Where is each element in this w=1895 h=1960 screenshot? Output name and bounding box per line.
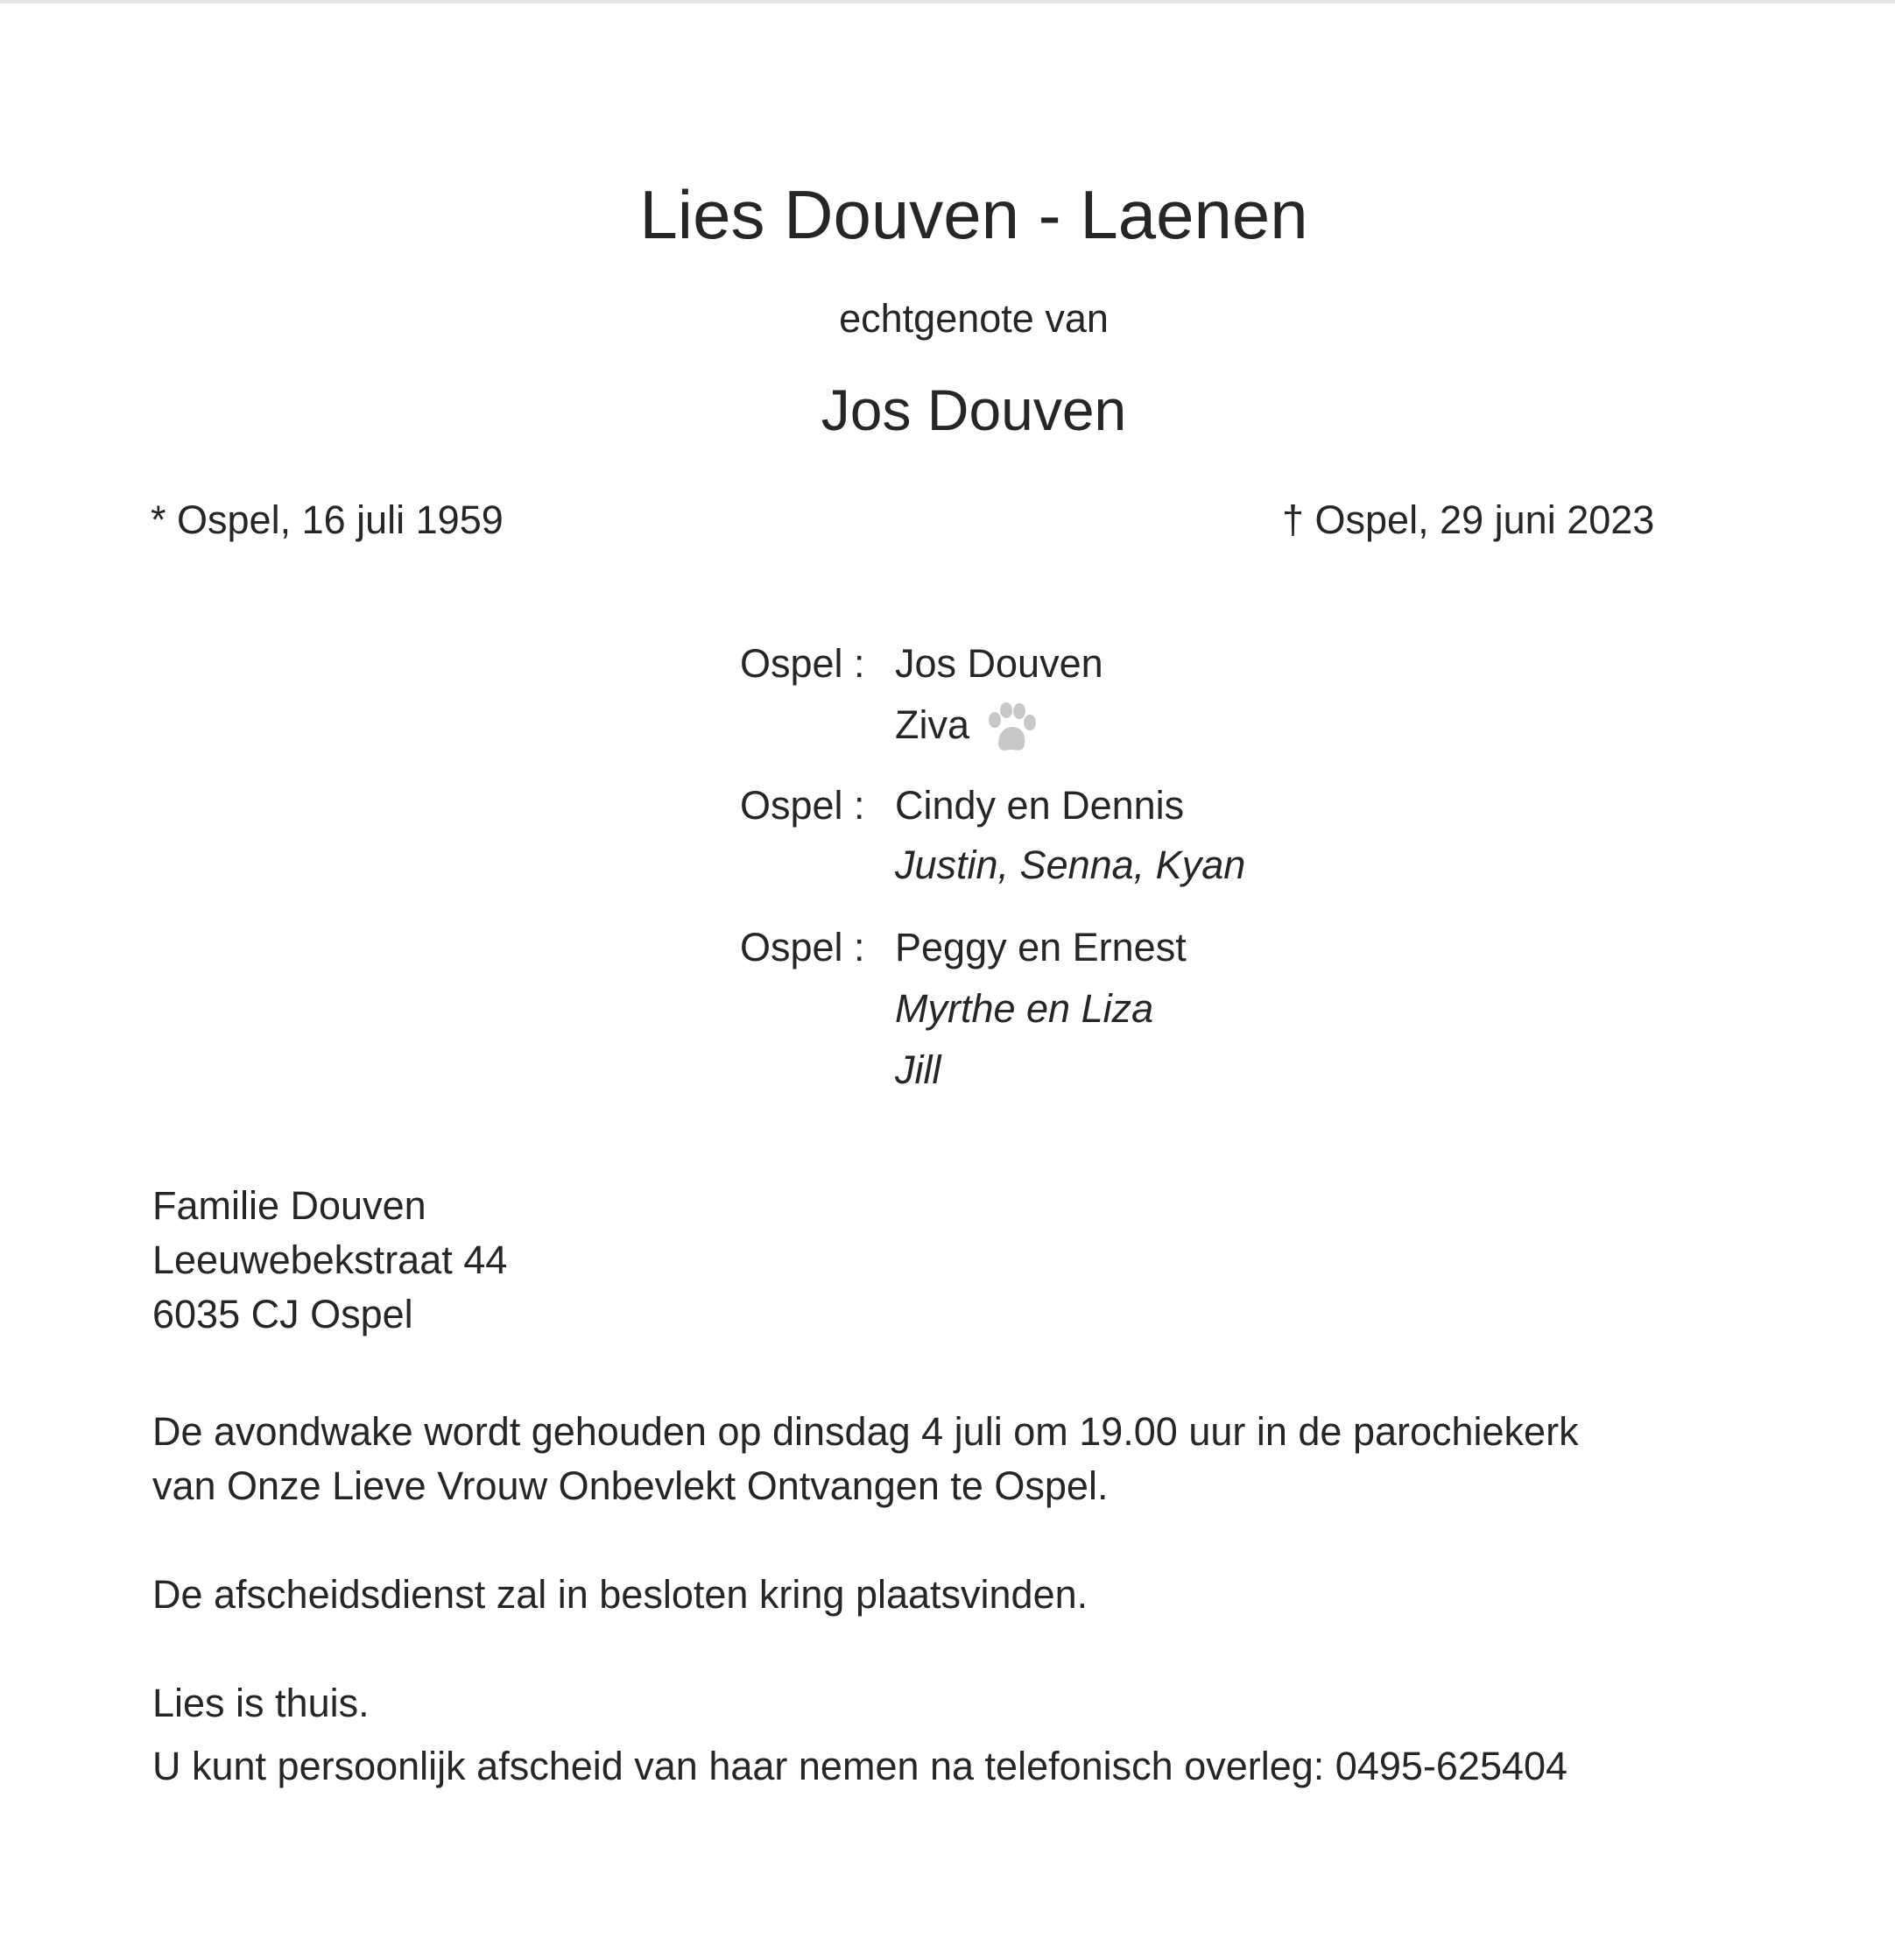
family-place-2: Ospel : xyxy=(740,783,865,828)
family-pet-name: Ziva xyxy=(895,702,970,747)
family-children-2: Justin, Senna, Kyan xyxy=(895,843,1246,887)
family-name-1: Jos Douven xyxy=(895,641,1103,686)
family-name-3: Peggy en Ernest xyxy=(895,925,1187,969)
address-line-1: Familie Douven xyxy=(152,1183,426,1228)
relation-label: echtgenote van xyxy=(839,296,1109,341)
family-place-3: Ospel : xyxy=(740,925,865,969)
paw-icon xyxy=(983,701,1039,757)
family-place-1: Ospel : xyxy=(740,641,865,686)
birth-date: * Ospel, 16 juli 1959 xyxy=(151,497,504,542)
wake-line-2: van Onze Lieve Vrouw Onbevlekt Ontvangen te Ospel. xyxy=(152,1463,1109,1508)
spouse-name: Jos Douven xyxy=(821,377,1127,442)
home-line-1: Lies is thuis. xyxy=(152,1681,370,1725)
top-divider xyxy=(0,0,1895,4)
service-text: De afscheidsdienst zal in besloten kring plaatsvinden. xyxy=(152,1572,1088,1617)
death-date: † Ospel, 29 juni 2023 xyxy=(1282,497,1655,542)
deceased-name: Lies Douven - Laenen xyxy=(639,176,1308,253)
address-line-2: Leeuwebekstraat 44 xyxy=(152,1237,508,1282)
wake-line-1: De avondwake wordt gehouden op dinsdag 4 juli om 19.00 uur in de parochiekerk xyxy=(152,1409,1579,1454)
family-name-2: Cindy en Dennis xyxy=(895,783,1185,828)
address-line-3: 6035 CJ Ospel xyxy=(152,1292,413,1336)
family-children-3b: Jill xyxy=(895,1047,941,1092)
family-children-3a: Myrthe en Liza xyxy=(895,986,1154,1031)
home-line-2: U kunt persoonlijk afscheid van haar nemen na telefonisch overleg: 0495-625404 xyxy=(152,1744,1568,1788)
